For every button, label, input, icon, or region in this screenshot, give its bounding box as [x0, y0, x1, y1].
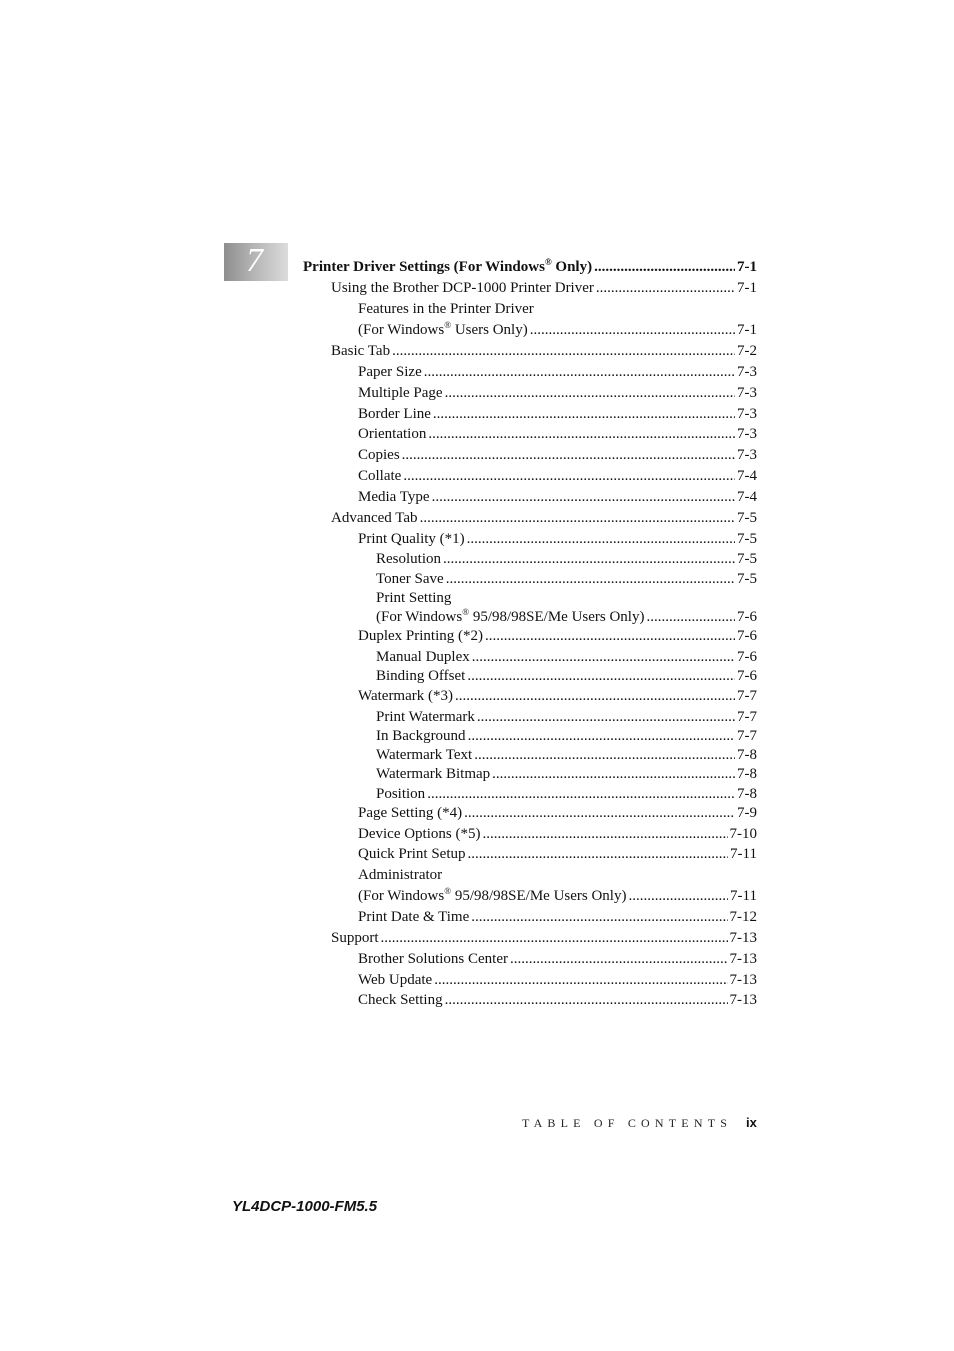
dot-leader — [646, 608, 735, 626]
toc-entry-page: 7-7 — [737, 709, 757, 725]
toc-entry-title — [303, 258, 592, 276]
toc-entry-title-text: (For Windows — [376, 609, 463, 625]
dot-leader — [428, 425, 735, 443]
toc-entry-page: 7-1 — [737, 259, 757, 275]
toc-entry-title — [358, 405, 431, 423]
dot-leader — [427, 785, 735, 803]
registered-mark: ® — [444, 320, 452, 330]
dot-leader — [381, 929, 728, 947]
toc-entry-page: 7-9 — [737, 805, 757, 821]
toc-entry — [358, 971, 757, 989]
toc-entry-title-text: Border Line — [358, 406, 431, 422]
toc-entry — [331, 279, 757, 297]
toc-entry-page: 7-1 — [737, 322, 757, 338]
toc-entry-page: 7-6 — [737, 649, 757, 665]
toc-entry-title-text: Printer Driver Settings (For Windows — [303, 259, 545, 275]
toc-entry — [358, 950, 757, 968]
toc-entry-page: 7-11 — [730, 888, 757, 904]
toc-entry-title — [358, 866, 442, 884]
toc-entry-title-text: Print Quality (*1) — [358, 531, 465, 547]
toc-entry — [303, 258, 757, 276]
toc-entry — [358, 804, 757, 822]
toc-entry-page: 7-5 — [737, 510, 757, 526]
toc-entry-title-text: Copies — [358, 447, 400, 463]
toc-entry-title — [358, 300, 534, 318]
toc-entry-page: 7-13 — [729, 930, 757, 946]
toc-entry-title — [331, 509, 418, 527]
toc-entry — [358, 488, 757, 506]
toc-entry-title-text: Web Update — [358, 972, 433, 988]
toc-entry — [358, 363, 757, 381]
dot-leader — [464, 804, 735, 822]
toc-entry-page: 7-11 — [730, 846, 757, 862]
toc-entry-title — [376, 589, 451, 607]
toc-entry — [376, 746, 757, 764]
toc-entry-title-text: Watermark (*3) — [358, 688, 453, 704]
toc-entry — [376, 765, 757, 783]
toc-entry-page: 7-4 — [737, 489, 757, 505]
toc-entry-title — [358, 321, 528, 339]
toc-entry — [358, 627, 757, 645]
toc-entry-title — [331, 929, 379, 947]
dot-leader — [596, 279, 735, 297]
toc-entry-page: 7-7 — [737, 728, 757, 744]
toc-entry-title — [358, 825, 480, 843]
toc-entry — [358, 825, 757, 843]
toc-entry-title-text: Multiple Page — [358, 385, 443, 401]
registered-mark: ® — [544, 257, 552, 267]
dot-leader — [445, 991, 728, 1009]
dot-leader — [482, 825, 727, 843]
toc-entry-page: 7-5 — [737, 571, 757, 587]
toc-entry — [376, 667, 757, 685]
toc-entry-title — [358, 627, 483, 645]
registered-mark: ® — [444, 886, 452, 896]
toc-entry-title-text: Collate — [358, 468, 402, 484]
toc-entry-title — [358, 908, 469, 926]
toc-entry-title — [358, 363, 422, 381]
toc-entry-title — [376, 570, 444, 588]
toc-entry-title-suffix: 95/98/98SE/Me Users Only) — [469, 609, 645, 625]
toc-entry — [358, 866, 442, 884]
toc-entry-title-text: Toner Save — [376, 571, 444, 587]
toc-entry — [376, 708, 757, 726]
toc-entry-title — [358, 991, 443, 1009]
toc-entry — [376, 785, 757, 803]
toc-entry-title-text: Print Setting — [376, 590, 452, 606]
toc-entry — [376, 608, 757, 626]
toc-entry — [358, 467, 757, 485]
dot-leader — [510, 950, 728, 968]
toc-entry — [358, 908, 757, 926]
toc-entry-title — [358, 425, 426, 443]
toc-entry-title-suffix: 95/98/98SE/Me Users Only) — [451, 888, 627, 904]
document-code: YL4DCP-1000-FM5.5 — [232, 1198, 378, 1215]
toc-entry-page: 7-3 — [737, 364, 757, 380]
dot-leader — [474, 746, 735, 764]
toc-entry-title — [331, 342, 390, 360]
toc-entry-page: 7-4 — [737, 468, 757, 484]
toc-entry — [358, 887, 757, 905]
toc-entry — [331, 929, 757, 947]
dot-leader — [471, 908, 727, 926]
toc-entry-page: 7-6 — [737, 609, 757, 625]
dot-leader — [467, 530, 735, 548]
dot-leader — [477, 708, 735, 726]
toc-entry-title-text: Basic Tab — [331, 343, 391, 359]
dot-leader — [434, 971, 727, 989]
dot-leader — [485, 627, 735, 645]
toc-entry-page: 7-5 — [737, 531, 757, 547]
dot-leader — [530, 321, 735, 339]
toc-entry-title — [376, 550, 441, 568]
toc-entry-page: 7-13 — [729, 972, 757, 988]
toc-entry-title — [376, 746, 472, 764]
dot-leader — [432, 488, 735, 506]
toc-entry-title-text: Orientation — [358, 426, 427, 442]
toc-entry-page: 7-8 — [737, 766, 757, 782]
toc-entry-title — [376, 765, 490, 783]
toc-entry-title-text: (For Windows — [358, 888, 445, 904]
toc-entry-title-suffix: Only) — [551, 259, 593, 275]
toc-entry — [331, 509, 757, 527]
footer-page-number: ix — [746, 1115, 757, 1130]
toc-entry-page: 7-5 — [737, 551, 757, 567]
toc-entry-title — [358, 530, 465, 548]
toc-entry-title — [376, 708, 475, 726]
toc-entry-page: 7-6 — [737, 628, 757, 644]
toc-entry — [358, 530, 757, 548]
toc-entry-title — [376, 667, 465, 685]
toc-entry-title — [376, 785, 425, 803]
dot-leader — [392, 342, 735, 360]
toc-entry-title-text: Manual Duplex — [376, 649, 470, 665]
toc-entry-title — [376, 727, 466, 745]
toc-entry-title-text: Watermark Bitmap — [376, 766, 491, 782]
toc-entry-title-text: Support — [331, 930, 379, 946]
dot-leader — [628, 887, 728, 905]
toc-entry-title — [358, 887, 626, 905]
toc-entry-title-text: (For Windows — [358, 322, 445, 338]
toc-entry-title-text: Quick Print Setup — [358, 846, 466, 862]
toc-entry — [358, 384, 757, 402]
toc-entry-title — [358, 467, 401, 485]
toc-entry-title-text: Paper Size — [358, 364, 422, 380]
toc-entry — [331, 342, 757, 360]
toc-entry — [376, 727, 757, 745]
toc-entry-page: 7-3 — [737, 447, 757, 463]
toc-entry-title-text: Using the Brother DCP-1000 Printer Driver — [331, 280, 594, 296]
dot-leader — [468, 845, 729, 863]
dot-leader — [402, 446, 735, 464]
toc-entry-title — [376, 648, 470, 666]
dot-leader — [424, 363, 735, 381]
toc-entry-title-text: Check Setting — [358, 992, 443, 1008]
dot-leader — [420, 509, 735, 527]
toc-entry-title-text: Print Watermark — [376, 709, 475, 725]
toc-entry-title — [358, 488, 430, 506]
toc-entry-title-text: Device Options (*5) — [358, 826, 481, 842]
dot-leader — [443, 550, 735, 568]
toc-entry — [376, 589, 451, 607]
toc-entry-title-text: Duplex Printing (*2) — [358, 628, 483, 644]
toc-entry-title — [376, 608, 644, 626]
toc-entry-page: 7-13 — [729, 992, 757, 1008]
toc-entry — [358, 405, 757, 423]
toc-entry — [358, 991, 757, 1009]
toc-entry — [358, 425, 757, 443]
toc-entry-title-text: Page Setting (*4) — [358, 805, 463, 821]
dot-leader — [492, 765, 735, 783]
toc-entry-title-text: Brother Solutions Center — [358, 951, 508, 967]
toc-entry-page: 7-3 — [737, 385, 757, 401]
toc-entry — [358, 446, 757, 464]
toc-entry-page: 7-8 — [737, 786, 757, 802]
toc-entry-title — [358, 971, 432, 989]
toc-entry-title — [358, 804, 462, 822]
dot-leader — [468, 727, 735, 745]
dot-leader — [446, 570, 735, 588]
toc-entry-title-text: Watermark Text — [376, 747, 473, 763]
toc-entry — [376, 550, 757, 568]
dot-leader — [594, 258, 735, 276]
toc-entry — [376, 648, 757, 666]
toc-entry-title — [358, 687, 453, 705]
dot-leader — [467, 667, 735, 685]
dot-leader — [455, 687, 735, 705]
dot-leader — [403, 467, 735, 485]
toc-entry-title-text: Advanced Tab — [331, 510, 418, 526]
chapter-number: 7 — [246, 242, 263, 279]
toc-entry-page: 7-12 — [729, 909, 757, 925]
dot-leader — [433, 405, 735, 423]
toc-entry — [358, 687, 757, 705]
toc-entry-title-suffix: Users Only) — [451, 322, 528, 338]
toc-entry-page: 7-13 — [729, 951, 757, 967]
toc-entry-title-text: Administrator — [358, 867, 443, 883]
toc-entry-page: 7-3 — [737, 406, 757, 422]
toc-entry-title-text: In Background — [376, 728, 466, 744]
toc-entry — [358, 845, 757, 863]
toc-entry-title-text: Print Date & Time — [358, 909, 470, 925]
toc-entry-title — [358, 384, 443, 402]
toc-entry-page: 7-8 — [737, 747, 757, 763]
toc-entry-page: 7-3 — [737, 426, 757, 442]
registered-mark: ® — [462, 607, 470, 617]
toc-entry-title-text: Features in the Printer Driver — [358, 301, 534, 317]
dot-leader — [445, 384, 735, 402]
toc-entry-page: 7-10 — [729, 826, 757, 842]
toc-entry-page: 7-2 — [737, 343, 757, 359]
toc-entry-title — [358, 845, 466, 863]
toc-entry-title-text: Binding Offset — [376, 668, 466, 684]
footer-section-label: TABLE OF CONTENTS — [522, 1116, 733, 1130]
toc-entry — [376, 570, 757, 588]
toc-entry-title — [358, 950, 508, 968]
toc-entry-page: 7-7 — [737, 688, 757, 704]
toc-entry-title-text: Position — [376, 786, 426, 802]
toc-entry-title-text: Media Type — [358, 489, 430, 505]
chapter-tab — [224, 243, 288, 281]
toc-entry-page: 7-1 — [737, 280, 757, 296]
toc-entry-title — [331, 279, 594, 297]
toc-entry — [358, 300, 534, 318]
toc-entry-page: 7-6 — [737, 668, 757, 684]
toc-entry-title-text: Resolution — [376, 551, 442, 567]
toc-entry-title — [358, 446, 400, 464]
toc-entry — [358, 321, 757, 339]
dot-leader — [472, 648, 735, 666]
